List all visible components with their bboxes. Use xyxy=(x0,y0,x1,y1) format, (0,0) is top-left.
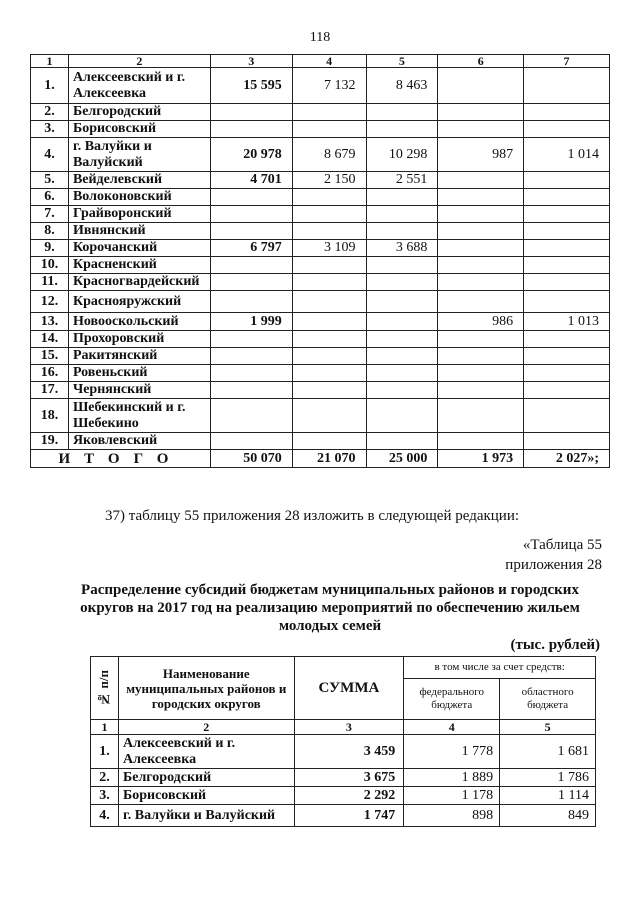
sum-value: 3 675 xyxy=(294,769,404,787)
value-col7 xyxy=(524,121,610,138)
value-col4 xyxy=(292,291,366,313)
district-name: Корочанский xyxy=(68,240,210,257)
district-name: Вейделевский xyxy=(68,172,210,189)
table-row xyxy=(31,291,610,313)
value-col5 xyxy=(366,274,438,291)
header-sum: СУММА xyxy=(294,657,404,720)
table-row xyxy=(31,399,610,433)
value-col6 xyxy=(438,240,524,257)
header-row xyxy=(91,657,596,679)
subsidy-table-55 xyxy=(90,656,596,827)
value-col7: 1 013 xyxy=(524,313,610,331)
value-col4 xyxy=(292,365,366,382)
value-col5 xyxy=(366,348,438,365)
value-col7: 1 014 xyxy=(524,138,610,172)
page-number: 118 xyxy=(309,30,331,45)
row-number: 13. xyxy=(31,313,69,331)
header-num: № п/п xyxy=(96,669,112,707)
value-col5: 10 298 xyxy=(366,138,438,172)
value-col3: 15 595 xyxy=(210,68,292,104)
value-col3 xyxy=(210,104,292,121)
value-col3 xyxy=(210,382,292,399)
value-col7 xyxy=(524,223,610,240)
table-row xyxy=(31,68,610,104)
col-number: 7 xyxy=(524,55,610,68)
subsidy-table-continued xyxy=(30,54,610,468)
col-number: 4 xyxy=(404,720,500,735)
value-col5 xyxy=(366,223,438,240)
header-including: в том числе за счет средств: xyxy=(404,657,596,679)
value-col5 xyxy=(366,382,438,399)
district-name: Чернянский xyxy=(68,382,210,399)
district-name: Новооскольский xyxy=(68,313,210,331)
district-name: Грайворонский xyxy=(68,206,210,223)
district-name: Ровеньский xyxy=(68,365,210,382)
table-title: Распределение субсидий бюджетам муниципальных районов и городских округов на 2017 год на реализацию мероприятий по обеспечению жильем молодых семей xyxy=(80,582,580,634)
district-name: Алексеевский и г. Алексеевка xyxy=(68,68,210,104)
col-number: 1 xyxy=(91,720,119,735)
value-col7 xyxy=(524,331,610,348)
value-col4 xyxy=(292,257,366,274)
value-col7 xyxy=(524,104,610,121)
value-col5: 2 551 xyxy=(366,172,438,189)
value-col3 xyxy=(210,399,292,433)
value-col4 xyxy=(292,382,366,399)
col-number: 3 xyxy=(294,720,404,735)
col-number: 1 xyxy=(31,55,69,68)
row-number: 15. xyxy=(31,348,69,365)
value-col6 xyxy=(438,331,524,348)
col-number: 6 xyxy=(438,55,524,68)
value-col7 xyxy=(524,240,610,257)
value-col4: 2 150 xyxy=(292,172,366,189)
value-col6 xyxy=(438,274,524,291)
district-name: Волоконовский xyxy=(68,189,210,206)
row-number: 4. xyxy=(31,138,69,172)
table-row xyxy=(31,382,610,399)
col-number: 5 xyxy=(500,720,596,735)
value-col3 xyxy=(210,433,292,450)
row-number: 11. xyxy=(31,274,69,291)
value-col4 xyxy=(292,189,366,206)
row-number: 19. xyxy=(31,433,69,450)
value-col5 xyxy=(366,189,438,206)
units-label: (тыс. рублей) xyxy=(510,637,600,653)
regional-value: 1 681 xyxy=(500,735,596,769)
federal-value: 1 178 xyxy=(404,787,500,805)
value-col6: 987 xyxy=(438,138,524,172)
value-col5 xyxy=(366,257,438,274)
value-col3 xyxy=(210,223,292,240)
value-col4: 7 132 xyxy=(292,68,366,104)
value-col6 xyxy=(438,223,524,240)
table-row xyxy=(31,104,610,121)
regional-value: 1 114 xyxy=(500,787,596,805)
value-col4 xyxy=(292,399,366,433)
value-col5 xyxy=(366,433,438,450)
district-name: Прохоровский xyxy=(68,331,210,348)
header-regional: областного бюджета xyxy=(500,679,596,720)
district-name: Борисовский xyxy=(68,121,210,138)
value-col6 xyxy=(438,348,524,365)
value-col5 xyxy=(366,365,438,382)
value-col3 xyxy=(210,206,292,223)
table-row xyxy=(31,240,610,257)
header-num-cell xyxy=(91,657,119,720)
col-number: 3 xyxy=(210,55,292,68)
value-col7 xyxy=(524,189,610,206)
row-number: 6. xyxy=(31,189,69,206)
total-c6: 1 973 xyxy=(438,450,524,468)
row-number: 5. xyxy=(31,172,69,189)
district-name: Красненский xyxy=(68,257,210,274)
value-col5 xyxy=(366,291,438,313)
district-name: Красногвардейский xyxy=(68,274,210,291)
value-col4 xyxy=(292,313,366,331)
table-row xyxy=(91,735,596,769)
row-number: 10. xyxy=(31,257,69,274)
value-col5 xyxy=(366,206,438,223)
row-number: 7. xyxy=(31,206,69,223)
value-col6 xyxy=(438,433,524,450)
federal-value: 898 xyxy=(404,805,500,827)
row-number: 8. xyxy=(31,223,69,240)
value-col6 xyxy=(438,257,524,274)
regional-value: 1 786 xyxy=(500,769,596,787)
value-col5: 8 463 xyxy=(366,68,438,104)
table-row xyxy=(31,348,610,365)
table-row xyxy=(31,138,610,172)
value-col5 xyxy=(366,121,438,138)
value-col4 xyxy=(292,433,366,450)
federal-value: 1 778 xyxy=(404,735,500,769)
value-col6 xyxy=(438,189,524,206)
table-row xyxy=(91,805,596,827)
value-col6 xyxy=(438,104,524,121)
value-col6 xyxy=(438,291,524,313)
column-number-row xyxy=(91,720,596,735)
value-col4 xyxy=(292,104,366,121)
row-number: 3. xyxy=(31,121,69,138)
value-col4 xyxy=(292,121,366,138)
col-number: 5 xyxy=(366,55,438,68)
col-number: 2 xyxy=(118,720,294,735)
value-col3 xyxy=(210,365,292,382)
row-number: 3. xyxy=(91,787,119,805)
value-col7 xyxy=(524,382,610,399)
col-number: 4 xyxy=(292,55,366,68)
value-col6 xyxy=(438,206,524,223)
value-col3: 1 999 xyxy=(210,313,292,331)
row-number: 4. xyxy=(91,805,119,827)
value-col4 xyxy=(292,331,366,348)
sum-value: 3 459 xyxy=(294,735,404,769)
value-col4 xyxy=(292,223,366,240)
table-row xyxy=(91,769,596,787)
district-name: Борисовский xyxy=(118,787,294,805)
table-row xyxy=(31,206,610,223)
value-col5 xyxy=(366,331,438,348)
value-col6 xyxy=(438,121,524,138)
row-number: 1. xyxy=(91,735,119,769)
total-label: ИТОГО xyxy=(31,450,211,468)
value-col6 xyxy=(438,365,524,382)
value-col6 xyxy=(438,382,524,399)
table-caption-appendix: приложения 28 xyxy=(505,557,602,573)
value-col6 xyxy=(438,172,524,189)
value-col6 xyxy=(438,399,524,433)
total-c7: 2 027»; xyxy=(524,450,610,468)
total-c3: 50 070 xyxy=(210,450,292,468)
district-name: Шебекинский и г. Шебекино xyxy=(68,399,210,433)
row-number: 17. xyxy=(31,382,69,399)
col-number: 2 xyxy=(68,55,210,68)
table-row xyxy=(91,787,596,805)
value-col5 xyxy=(366,104,438,121)
value-col3 xyxy=(210,189,292,206)
value-col4 xyxy=(292,348,366,365)
value-col7 xyxy=(524,399,610,433)
value-col6 xyxy=(438,68,524,104)
row-number: 1. xyxy=(31,68,69,104)
value-col3: 4 701 xyxy=(210,172,292,189)
value-col4 xyxy=(292,206,366,223)
regional-value: 849 xyxy=(500,805,596,827)
value-col7 xyxy=(524,257,610,274)
value-col3 xyxy=(210,274,292,291)
value-col4: 3 109 xyxy=(292,240,366,257)
district-name: Белгородский xyxy=(118,769,294,787)
value-col7 xyxy=(524,348,610,365)
district-name: Яковлевский xyxy=(68,433,210,450)
value-col3 xyxy=(210,121,292,138)
sum-value: 1 747 xyxy=(294,805,404,827)
paragraph-37: 37) таблицу 55 приложения 28 изложить в следующей редакции: xyxy=(105,508,520,524)
column-number-row xyxy=(31,55,610,68)
row-number: 12. xyxy=(31,291,69,313)
value-col5 xyxy=(366,313,438,331)
value-col7 xyxy=(524,172,610,189)
federal-value: 1 889 xyxy=(404,769,500,787)
value-col4: 8 679 xyxy=(292,138,366,172)
table-row xyxy=(31,189,610,206)
district-name: Ивнянский xyxy=(68,223,210,240)
value-col5 xyxy=(366,399,438,433)
row-number: 14. xyxy=(31,331,69,348)
total-row xyxy=(31,450,610,468)
sum-value: 2 292 xyxy=(294,787,404,805)
value-col3 xyxy=(210,257,292,274)
table-row xyxy=(31,313,610,331)
total-c4: 21 070 xyxy=(292,450,366,468)
table-row xyxy=(31,223,610,240)
row-number: 16. xyxy=(31,365,69,382)
header-federal: федерального бюджета xyxy=(404,679,500,720)
table-row xyxy=(31,257,610,274)
value-col4 xyxy=(292,274,366,291)
value-col7 xyxy=(524,68,610,104)
header-name: Наименование муниципальных районов и городских округов xyxy=(118,657,294,720)
value-col7 xyxy=(524,274,610,291)
district-name: г. Валуйки и Валуйский xyxy=(118,805,294,827)
value-col7 xyxy=(524,365,610,382)
value-col3: 20 978 xyxy=(210,138,292,172)
row-number: 2. xyxy=(31,104,69,121)
district-name: Алексеевский и г. Алексеевка xyxy=(118,735,294,769)
value-col3 xyxy=(210,348,292,365)
district-name: Белгородский xyxy=(68,104,210,121)
total-c5: 25 000 xyxy=(366,450,438,468)
table-row xyxy=(31,433,610,450)
value-col3 xyxy=(210,291,292,313)
district-name: г. Валуйки и Валуйский xyxy=(68,138,210,172)
value-col3 xyxy=(210,331,292,348)
table-caption-number: «Таблица 55 xyxy=(522,537,602,553)
district-name: Ракитянский xyxy=(68,348,210,365)
table-row xyxy=(31,274,610,291)
table-row xyxy=(31,331,610,348)
value-col7 xyxy=(524,291,610,313)
value-col3: 6 797 xyxy=(210,240,292,257)
table-row xyxy=(31,172,610,189)
row-number: 2. xyxy=(91,769,119,787)
table-row xyxy=(31,121,610,138)
value-col5: 3 688 xyxy=(366,240,438,257)
table-row xyxy=(31,365,610,382)
row-number: 9. xyxy=(31,240,69,257)
row-number: 18. xyxy=(31,399,69,433)
value-col7 xyxy=(524,433,610,450)
district-name: Краснояружский xyxy=(68,291,210,313)
value-col6: 986 xyxy=(438,313,524,331)
value-col7 xyxy=(524,206,610,223)
